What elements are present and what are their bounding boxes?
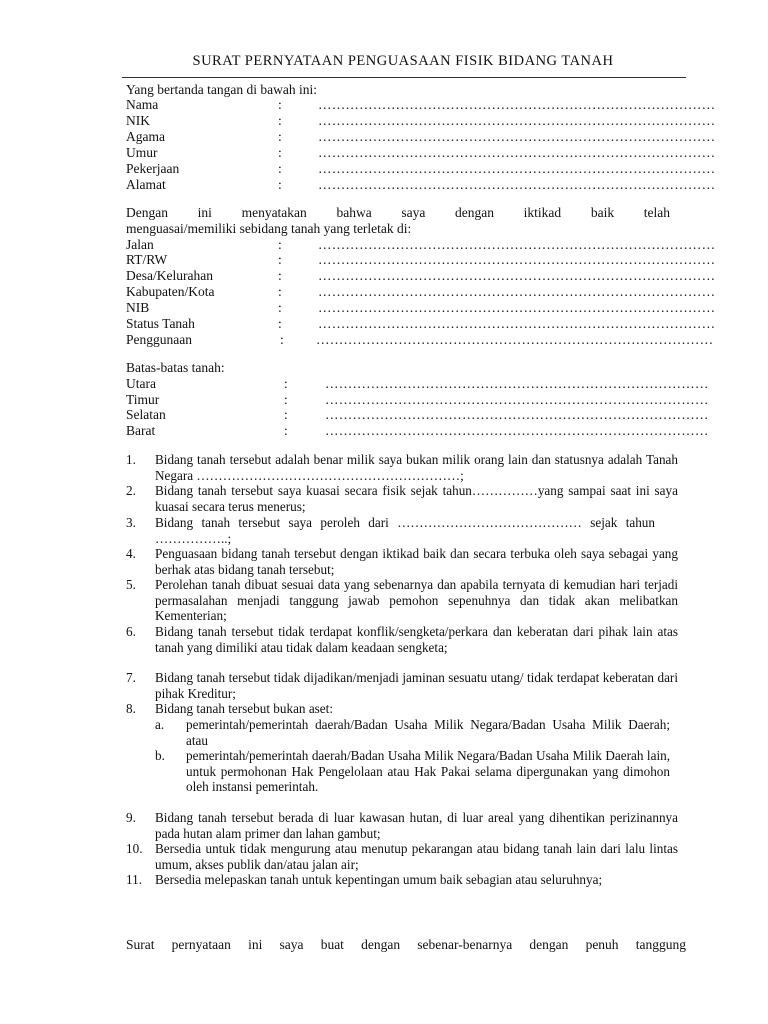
sub-text: pemerintah/pemerintah daerah/Badan Usaha Milik Negara/Badan Usaha Milik Daerah; atau — [186, 717, 670, 748]
closing-statement: Surat pernyataan ini saya buat dengan sebenar-benarnya dengan penuh tanggung — [126, 937, 686, 952]
list-text: Perolehan tanah dibuat sesuai data yang sebenarnya dan apabila ternyata di kemudian hari terjadi permasalahan menjadi tanggung jawab pemohon sepenuhnya dan tidak akan melibatkan Kementerian; — [155, 577, 678, 623]
field-label: Agama — [126, 129, 165, 144]
list-number: 9. — [126, 810, 136, 825]
field-label: NIB — [126, 300, 150, 315]
field-colon: : — [280, 332, 284, 347]
list-text: Bidang tanah tersebut adalah benar milik saya bukan milik orang lain dan statusnya adalah Tanah Negara ……………………………………………………; — [155, 452, 678, 483]
field-colon: : — [278, 316, 282, 331]
field-dots: …………………………………………………………………………… — [318, 177, 716, 192]
sub-text: pemerintah/pemerintah daerah/Badan Usaha Milik Negara/Badan Usaha Milik Daerah lain, untuk permohonan Hak Pengelolaan atau Hak Pakai selama dipergunakan yang dimohon oleh instansi pemerintah. — [186, 748, 670, 794]
field-label: Alamat — [126, 177, 166, 192]
field-dots: …………………………………………………………………………… — [318, 316, 716, 331]
field-dots: …………………………………………………………………………… — [318, 237, 716, 252]
field-dots: ………………………………………………………………………… — [325, 376, 709, 391]
sub-number: a. — [155, 717, 165, 732]
list-number: 8. — [126, 701, 136, 716]
field-colon: : — [284, 407, 288, 422]
boundaries-heading: Batas-batas tanah: — [126, 360, 225, 375]
field-dots: …………………………………………………………………………… — [318, 252, 716, 267]
field-label: Jalan — [126, 237, 154, 252]
field-dots: …………………………………………………………………………… — [318, 284, 716, 299]
field-label: Timur — [126, 392, 160, 407]
field-dots: ………………………………………………………………………… — [325, 392, 709, 407]
intro-text: Yang bertanda tangan di bawah ini: — [126, 82, 317, 97]
field-colon: : — [278, 113, 282, 128]
list-number: 3. — [126, 515, 136, 530]
list-text: Bidang tanah tersebut bukan aset: — [155, 701, 333, 716]
list-text: Bidang tanah tersebut tidak dijadikan/menjadi jaminan sesuatu utang/ tidak terdapat keberatan dari pihak Kreditur; — [155, 670, 678, 701]
list-text: Bersedia untuk tidak mengurung atau menutup pekarangan atau bidang tanah lain dari lalu lintas umum, akses publik dan/atau jalan air; — [155, 841, 678, 872]
field-dots: …………………………………………………………………………… — [318, 113, 716, 128]
list-number: 2. — [126, 483, 136, 498]
list-text: Bersedia melepaskan tanah untuk kepentingan umum baik sebagian atau seluruhnya; — [155, 872, 603, 887]
statement-line-2: menguasai/memiliki sebidang tanah yang terletak di: — [126, 221, 412, 236]
field-colon: : — [284, 423, 288, 438]
list-text: Bidang tanah tersebut saya peroleh dari …………………………………… sejak tahun ……………..; — [155, 515, 655, 546]
field-dots: …………………………………………………………………………… — [318, 97, 716, 112]
field-label: RT/RW — [126, 252, 168, 267]
list-text: Bidang tanah tersebut tidak terdapat konflik/sengketa/perkara dan keberatan dari pihak lain atas tanah yang dimiliki atau tidak dalam keadaan sengketa; — [155, 624, 678, 655]
field-label: Utara — [126, 376, 156, 391]
field-colon: : — [278, 129, 282, 144]
field-colon: : — [278, 252, 282, 267]
field-label: Penggunaan — [126, 332, 192, 347]
list-number: 1. — [126, 452, 136, 467]
list-number: 4. — [126, 546, 136, 561]
list-text: Bidang tanah tersebut saya kuasai secara fisik sejak tahun……………yang sampai saat ini saya kuasai secara terus menerus; — [155, 483, 678, 514]
field-label: NIK — [126, 113, 150, 128]
list-text: Penguasaan bidang tanah tersebut dengan iktikad baik dan secara terbuka oleh saya sebagai yang berhak atas bidang tanah tersebut; — [155, 546, 678, 577]
field-colon: : — [278, 97, 282, 112]
field-colon: : — [278, 177, 282, 192]
field-colon: : — [278, 300, 282, 315]
list-number: 10. — [126, 841, 143, 856]
document-title: SURAT PERNYATAAN PENGUASAAN FISIK BIDANG TANAH — [192, 53, 614, 69]
field-colon: : — [278, 268, 282, 283]
list-number: 7. — [126, 670, 136, 685]
field-colon: : — [278, 145, 282, 160]
field-label: Desa/Kelurahan — [126, 268, 213, 283]
field-colon: : — [284, 376, 288, 391]
field-label: Barat — [126, 423, 156, 438]
field-colon: : — [278, 284, 282, 299]
field-dots: …………………………………………………………………………… — [316, 332, 714, 347]
field-dots: …………………………………………………………………………… — [318, 161, 716, 176]
list-text: Bidang tanah tersebut berada di luar kawasan hutan, di luar areal yang dihentikan perizinannya pada hutan alam primer dan lahan gambut; — [155, 810, 678, 841]
field-label: Nama — [126, 97, 159, 112]
field-dots: …………………………………………………………………………… — [318, 268, 716, 283]
field-dots: …………………………………………………………………………… — [318, 300, 716, 315]
field-label: Selatan — [126, 407, 166, 422]
field-dots: ………………………………………………………………………… — [325, 423, 709, 438]
statement-line-1: Dengan ini menyatakan bahwa saya dengan iktikad baik telah — [126, 205, 670, 220]
field-colon: : — [284, 392, 288, 407]
title-underline — [122, 77, 686, 78]
field-label: Umur — [126, 145, 158, 160]
list-number: 5. — [126, 577, 136, 592]
field-label: Pekerjaan — [126, 161, 180, 176]
field-dots: …………………………………………………………………………… — [318, 145, 716, 160]
field-colon: : — [278, 237, 282, 252]
sub-number: b. — [155, 748, 165, 763]
field-colon: : — [278, 161, 282, 176]
field-label: Status Tanah — [126, 316, 195, 331]
list-number: 6. — [126, 624, 136, 639]
field-dots: …………………………………………………………………………… — [318, 129, 716, 144]
field-dots: ………………………………………………………………………… — [325, 407, 709, 422]
list-number: 11. — [126, 872, 142, 887]
field-label: Kabupaten/Kota — [126, 284, 215, 299]
